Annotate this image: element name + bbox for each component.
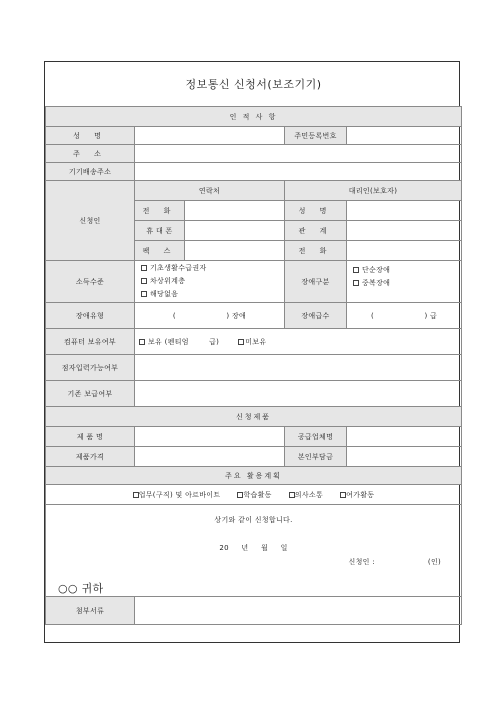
label-proxy-phone: 전 화	[285, 241, 347, 261]
pc-option-have[interactable]: 보유 (펜티엄 급)	[139, 338, 219, 346]
checkbox-icon[interactable]	[353, 267, 359, 273]
checkbox-icon[interactable]	[238, 339, 244, 345]
field-name[interactable]	[135, 127, 285, 145]
disability-options	[347, 261, 462, 303]
field-vendor[interactable]	[347, 427, 462, 447]
usage-option-2[interactable]: 학습활동	[237, 491, 271, 499]
field-self-pay[interactable]	[347, 447, 462, 467]
pc-options	[135, 329, 462, 355]
income-option-3[interactable]: 해당없음	[141, 288, 282, 301]
label-existing: 기존 보급여부	[46, 381, 135, 407]
field-rrn[interactable]	[347, 127, 462, 145]
label-disability-kind: 장애유형	[46, 303, 135, 329]
label-product-name: 제 품 명	[46, 427, 135, 447]
label-pc-ownership: 컴퓨터 보유여부	[46, 329, 135, 355]
field-proxy-phone[interactable]	[347, 241, 462, 261]
field-address[interactable]	[135, 145, 462, 163]
field-mobile[interactable]	[185, 221, 285, 241]
label-attachments: 첨부서류	[46, 597, 135, 625]
checkbox-icon[interactable]	[141, 265, 147, 271]
declaration-area	[46, 505, 462, 597]
addressee: ○○ 귀하	[58, 582, 104, 595]
header-contact: 연락처	[135, 181, 285, 201]
label-fax: 팩 스	[135, 241, 185, 261]
disability-option-1[interactable]: 단순장애	[353, 264, 459, 277]
disability-option-2[interactable]: 중복장애	[353, 277, 459, 290]
section-usage: 주요 활용계획	[46, 467, 462, 485]
income-options	[135, 261, 285, 303]
field-fax[interactable]	[185, 241, 285, 261]
checkbox-icon[interactable]	[353, 280, 359, 286]
header-proxy: 대리인(보호자)	[285, 181, 462, 201]
usage-option-1[interactable]: 업무(구직) 및 아르바이트	[133, 491, 221, 499]
field-disability-grade[interactable]: ( ) 급	[347, 303, 462, 329]
field-delivery-address[interactable]	[135, 163, 462, 181]
application-form	[44, 61, 460, 643]
label-applicant: 신청인	[46, 181, 135, 261]
field-attachments[interactable]	[135, 597, 462, 625]
label-delivery-address: 기기배송주소	[46, 163, 135, 181]
field-proxy-name[interactable]	[347, 201, 462, 221]
income-option-1[interactable]: 기초생활수급권자	[141, 262, 282, 275]
form-title: 정보통신 신청서(보조기기)	[46, 62, 462, 107]
field-product-name[interactable]	[135, 427, 285, 447]
field-existing[interactable]	[135, 381, 462, 407]
label-rrn: 주민등록번호	[285, 127, 347, 145]
label-income: 소득수준	[46, 261, 135, 303]
usage-options	[46, 485, 462, 505]
section-request: 신청제품	[46, 407, 462, 427]
label-disability-type: 장애구분	[285, 261, 347, 303]
checkbox-icon[interactable]	[141, 278, 147, 284]
field-braille[interactable]	[135, 355, 462, 381]
section-personal: 인 적 사 항	[46, 107, 462, 127]
label-address: 주 소	[46, 145, 135, 163]
field-relation[interactable]	[347, 221, 462, 241]
checkbox-icon[interactable]	[141, 291, 147, 297]
date-line[interactable]: 20 년 월 일	[219, 544, 288, 552]
applicant-signature[interactable]: 신청인 : (인)	[348, 558, 442, 566]
label-proxy-name: 성 명	[285, 201, 347, 221]
usage-option-3[interactable]: 의사소통	[289, 491, 323, 499]
declaration-text: 상기와 같이 신청합니다.	[214, 516, 293, 524]
label-name: 성 명	[46, 127, 135, 145]
field-phone[interactable]	[185, 201, 285, 221]
label-price: 제품가격	[46, 447, 135, 467]
income-option-2[interactable]: 차상위계층	[141, 275, 282, 288]
form-table	[45, 62, 462, 625]
usage-option-4[interactable]: 여가활동	[340, 491, 374, 499]
label-vendor: 공급업체명	[285, 427, 347, 447]
field-disability-kind[interactable]: ( ) 장애	[135, 303, 285, 329]
label-braille: 점자입력가능여부	[46, 355, 135, 381]
label-phone: 전 화	[135, 201, 185, 221]
label-relation: 관 계	[285, 221, 347, 241]
label-disability-grade: 장애급수	[285, 303, 347, 329]
pc-option-none[interactable]: 미보유	[238, 338, 266, 346]
label-self-pay: 본인부담금	[285, 447, 347, 467]
checkbox-icon[interactable]	[139, 339, 145, 345]
field-price[interactable]	[135, 447, 285, 467]
label-mobile: 휴 대 폰	[135, 221, 185, 241]
